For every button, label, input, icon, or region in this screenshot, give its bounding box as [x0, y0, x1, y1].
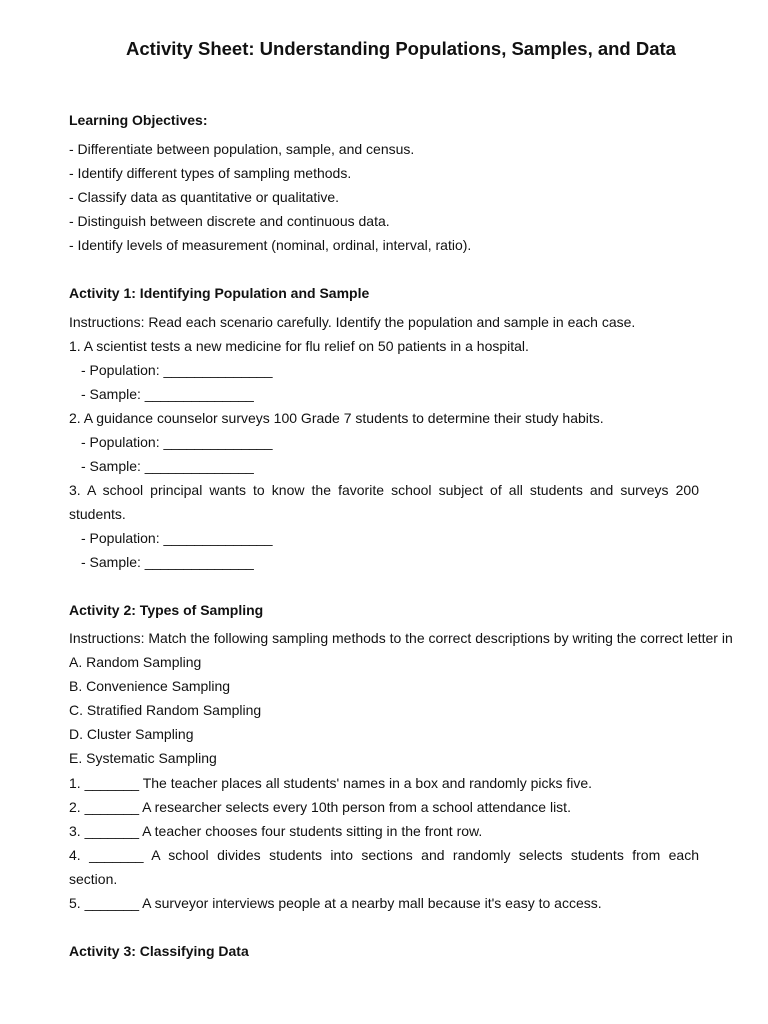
matching-item: 3. _______ A teacher chooses four students sitting in the front row.: [69, 823, 483, 839]
activity2-instructions: Instructions: Match the following sampling methods to the correct descriptions by writing the correct letter in: [69, 630, 733, 646]
activity3-heading: Activity 3: Classifying Data: [69, 943, 249, 959]
objective-item: - Identify levels of measurement (nominal, ordinal, interval, ratio).: [69, 237, 472, 253]
population-blank: - Population: ______________: [81, 530, 273, 546]
objective-item: - Classify data as quantitative or qualitative.: [69, 189, 340, 205]
matching-item: 5. _______ A surveyor interviews people at a nearby mall because it's easy to access.: [69, 895, 602, 911]
matching-line: 4. _______ A school divides students into sections and randomly selects students from each: [69, 847, 699, 863]
sampling-method: B. Convenience Sampling: [69, 678, 231, 694]
matching-item: 2. _______ A researcher selects every 10th person from a school attendance list.: [69, 799, 571, 815]
sample-blank: - Sample: ______________: [81, 386, 254, 402]
activity1-question: 2. A guidance counselor surveys 100 Grade 7 students to determine their study habits.: [69, 410, 604, 426]
sampling-method: E. Systematic Sampling: [69, 750, 217, 766]
matching-line: section.: [69, 871, 118, 887]
sampling-method: A. Random Sampling: [69, 654, 202, 670]
activity1-question: 1. A scientist tests a new medicine for flu relief on 50 patients in a hospital.: [69, 338, 529, 354]
population-blank: - Population: ______________: [81, 362, 273, 378]
objective-item: - Differentiate between population, sample, and census.: [69, 141, 415, 157]
sample-blank: - Sample: ______________: [81, 554, 254, 570]
matching-item: 1. _______ The teacher places all students' names in a box and randomly picks five.: [69, 775, 593, 791]
activity2-heading: Activity 2: Types of Sampling: [69, 602, 264, 618]
activity1-instructions: Instructions: Read each scenario carefully. Identify the population and sample in each case.: [69, 314, 636, 330]
activity1-question: [69, 481, 699, 499]
question-line: students.: [69, 506, 126, 522]
population-blank: - Population: ______________: [81, 434, 273, 450]
activity1-heading: Activity 1: Identifying Population and Sample: [69, 285, 370, 301]
objective-item: - Distinguish between discrete and continuous data.: [69, 213, 390, 229]
objectives-heading: Learning Objectives:: [69, 112, 208, 128]
matching-item: [69, 846, 699, 864]
sampling-method: C. Stratified Random Sampling: [69, 702, 262, 718]
question-line: 3. A school principal wants to know the favorite school subject of all students and surveys 200: [69, 482, 699, 498]
sample-blank: - Sample: ______________: [81, 458, 254, 474]
page-title: Activity Sheet: Understanding Populations, Samples, and Data: [126, 38, 676, 59]
sampling-method: D. Cluster Sampling: [69, 726, 194, 742]
objective-item: - Identify different types of sampling methods.: [69, 165, 352, 181]
